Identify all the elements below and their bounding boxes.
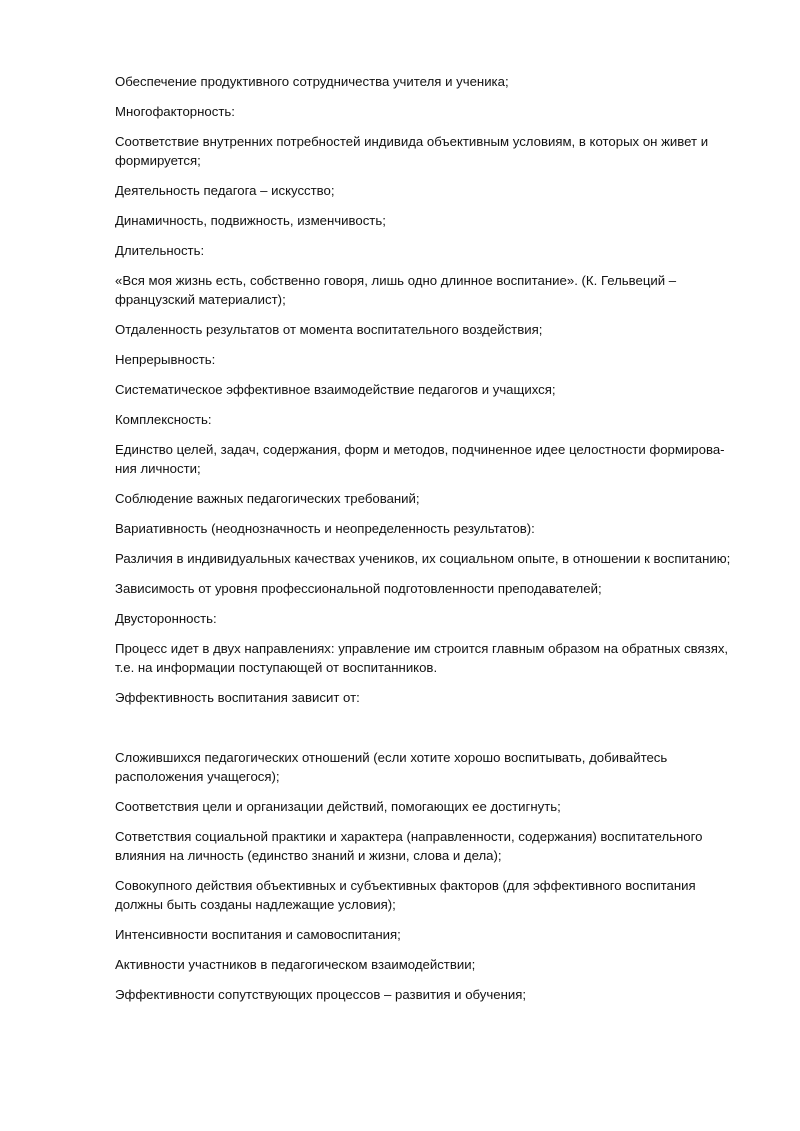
paragraph: Отдаленность результатов от момента воспитательного воздействия; <box>115 322 543 337</box>
paragraph: Непрерывность: <box>115 352 216 367</box>
paragraph: Многофакторность: <box>115 104 235 119</box>
paragraph: Эффективность воспитания зависит от: <box>115 690 360 705</box>
paragraph: Единство целей, задач, содержания, форм и методов, подчиненное идее целостности формирова-ния личности; <box>115 442 725 476</box>
paragraph: Сложившихся педагогических отношений (если хотите хорошо воспитывать, добивайтесь расположения учащегося); <box>115 750 668 784</box>
paragraph: «Вся моя жизнь есть, собственно говоря, лишь одно длинное воспитание». (К. Гельвеций – французский материалист); <box>115 273 677 307</box>
paragraph: Двусторонность: <box>115 611 217 626</box>
paragraph: Систематическое эффективное взаимодействие педагогов и учащихся; <box>115 382 556 397</box>
paragraph: Комплексность: <box>115 412 212 427</box>
paragraph: Вариативность (неоднозначность и неопределенность результатов): <box>115 521 535 536</box>
paragraph: Совокупного действия объективных и субъективных факторов (для эффективного воспитания должны быть созданы надлежащие условия); <box>115 878 696 912</box>
paragraph: Зависимость от уровня профессиональной подготовленности преподавателей; <box>115 581 602 596</box>
blank-line <box>115 718 743 748</box>
paragraph: Активности участников в педагогическом взаимодействии; <box>115 957 476 972</box>
paragraph: Соблюдение важных педагогических требований; <box>115 491 420 506</box>
paragraph: Сответствия социальной практики и характера (направленности, содержания) воспитательного влияния на личность (единство знаний и жизни, слова и дела); <box>115 829 703 863</box>
document-page <box>115 72 743 1015</box>
paragraph: Эффективности сопутствующих процессов – развития и обучения; <box>115 987 527 1002</box>
paragraph: Различия в индивидуальных качествах учеников, их социальном опыте, в отношении к воспитанию; <box>115 551 731 566</box>
paragraph: Динамичность, подвижность, изменчивость; <box>115 213 386 228</box>
paragraph: Соответствие внутренних потребностей индивида объективным условиям, в которых он живет и формируется; <box>115 134 709 168</box>
paragraph: Обеспечение продуктивного сотрудничества учителя и ученика; <box>115 74 509 89</box>
paragraph: Процесс идет в двух направлениях: управление им строится главным образом на обратных связях, т.е. на информации поступающей от воспитанников. <box>115 641 729 675</box>
paragraph: Интенсивности воспитания и самовоспитания; <box>115 927 401 942</box>
paragraph: Длительность: <box>115 243 205 258</box>
paragraph: Соответствия цели и организации действий, помогающих ее достигнуть; <box>115 799 561 814</box>
paragraph: Деятельность педагога – искусство; <box>115 183 335 198</box>
